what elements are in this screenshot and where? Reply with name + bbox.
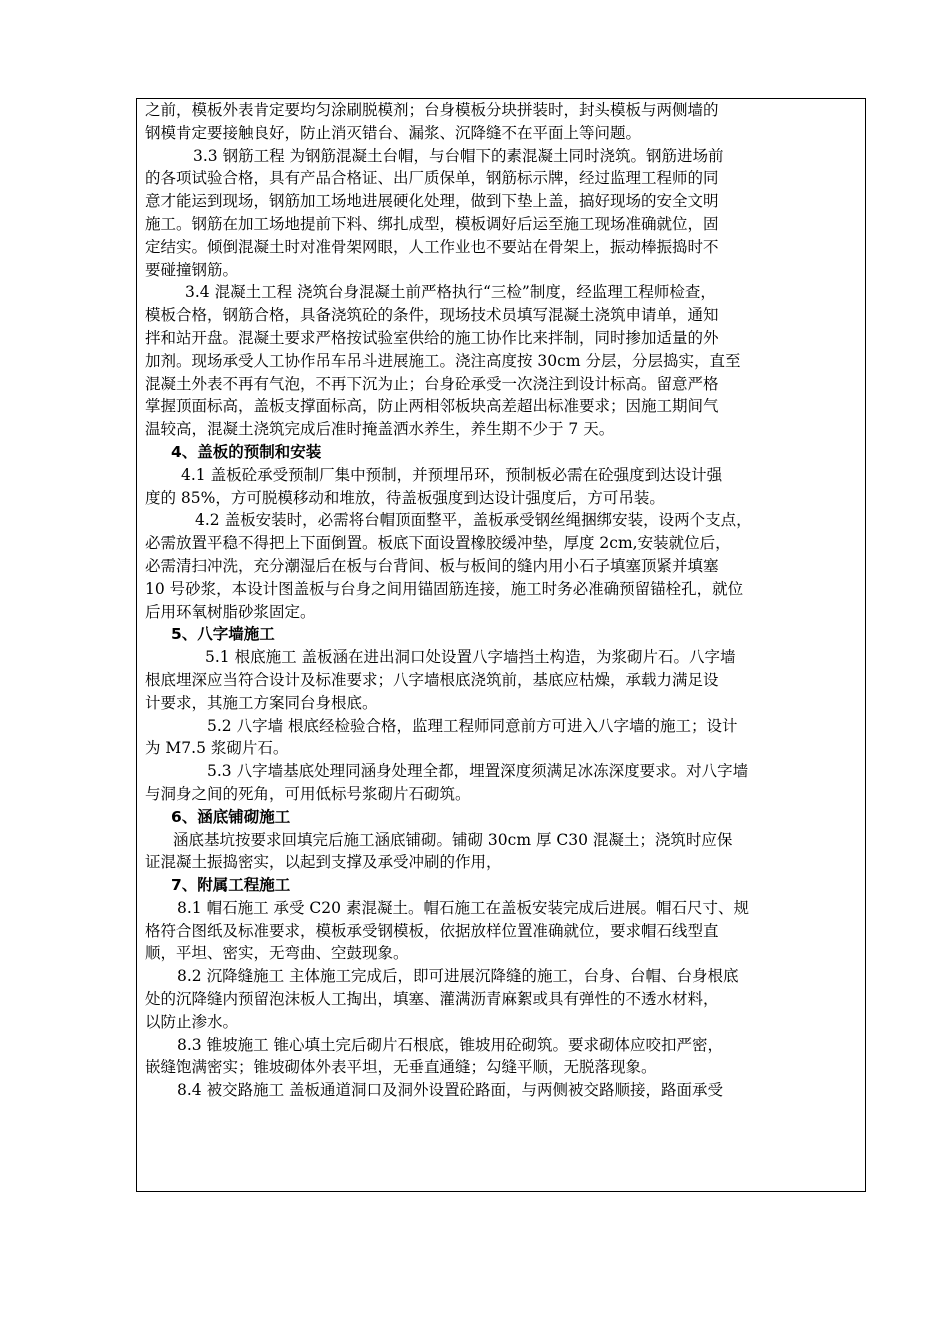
- document-frame: [136, 98, 866, 1192]
- text-line: 8.3 锥坡施工 锥心填土完后砌片石根底，锥坡用砼砌筑。要求砌体应咬扣严密，: [177, 1035, 724, 1054]
- text-line: 10 号砂浆，本设计图盖板与台身之间用锚固筋连接，施工时务必准确预留锚栓孔，就位: [145, 579, 744, 598]
- text-line: 施工。钢筋在加工场地提前下料、绑扎成型，模板调好后运至施工现场准确就位，固: [145, 214, 719, 233]
- text-line: 证混凝土振捣密实，以起到支撑及承受冲刷的作用，: [145, 853, 502, 872]
- text-line: 4.2 盖板安装时，必需将台帽顶面整平，盖板承受钢丝绳捆绑安装，设两个支点，: [195, 511, 752, 530]
- text-line: 钢模肯定要接触良好，防止消灭错台、漏浆、沉降缝不在平面上等问题。: [145, 123, 642, 142]
- text-line: 温较高，混凝土浇筑完成后准时掩盖洒水养生，养生期不少于 7 天。: [145, 420, 615, 439]
- section-heading: 5、八字墙施工: [171, 625, 275, 644]
- text-line: 加剂。现场承受人工协作吊车吊斗进展施工。浇注高度按 30cm 分层，分层捣实，直至: [145, 351, 741, 370]
- text-line: 计要求，其施工方案同台身根底。: [145, 693, 378, 712]
- text-line: 5.2 八字墙 根底经检验合格，监理工程师同意前方可进入八字墙的施工；设计: [207, 716, 738, 735]
- document-body: [145, 99, 855, 1102]
- text-line: 8.1 帽石施工 承受 C20 素混凝土。帽石施工在盖板安装完成后进展。帽石尺寸、规: [177, 898, 749, 917]
- text-line: 必需清扫冲洗，充分潮湿后在板与台背间、板与板间的缝内用小石子填塞顶紧并填塞: [145, 556, 719, 575]
- text-line: 格符合图纸及标准要求，模板承受钢模板，依据放样位置准确就位，要求帽石线型直: [145, 921, 719, 940]
- text-line: 嵌缝饱满密实；锥坡砌体外表平坦，无垂直通缝；勾缝平顺，无脱落现象。: [145, 1058, 657, 1077]
- text-line: 掌握顶面标高，盖板支撑面标高，防止两相邻板块高差超出标准要求；因施工期间气: [145, 397, 719, 416]
- section-heading: 4、盖板的预制和安装: [171, 442, 322, 461]
- text-line: 模板合格，钢筋合格，具备浇筑砼的条件，现场技术员填写混凝土浇筑申请单，通知: [145, 306, 719, 325]
- section-heading: 6、涵底铺砌施工: [171, 807, 291, 826]
- text-line: 必需放置平稳不得把上下面倒置。板底下面设置橡胶缓冲垫，厚度 2cm,安装就位后，: [145, 534, 731, 553]
- text-line: 8.4 被交路施工 盖板通道洞口及洞外设置砼路面，与两侧被交路顺接，路面承受: [177, 1081, 724, 1100]
- text-line: 为 M7.5 浆砌片石。: [145, 739, 289, 758]
- text-line: 4.1 盖板砼承受预制厂集中预制，并预埋吊环，预制板必需在砼强度到达设计强: [181, 465, 723, 484]
- text-line: 意才能运到现场，钢筋加工场地进展硬化处理，做到下垫上盖，搞好现场的安全文明: [145, 192, 719, 211]
- text-line: 与洞身之间的死角，可用低标号浆砌片石砌筑。: [145, 784, 471, 803]
- text-line: 顺，平坦、密实，无弯曲、空鼓现象。: [145, 944, 409, 963]
- text-line: 要碰撞钢筋。: [145, 260, 239, 279]
- text-line: 处的沉降缝内预留泡沫板人工掏出，填塞、灌满沥青麻絮或具有弹性的不透水材料，: [145, 990, 719, 1009]
- text-line: 拌和站开盘。混凝土要求严格按试验室供给的施工协作比来拌制，同时掺加适量的外: [145, 328, 719, 347]
- section-heading: 7、附属工程施工: [171, 876, 291, 895]
- text-line: 3.4 混凝土工程 浇筑台身混凝土前严格执行“三检”制度，经监理工程师检查，: [185, 283, 716, 302]
- text-line: 5.3 八字墙基底处理同涵身处理全都，埋置深度须满足冰冻深度要求。对八字墙: [207, 762, 749, 781]
- text-line: 的各项试验合格，具有产品合格证、出厂质保单，钢筋标示牌，经过监理工程师的同: [145, 169, 719, 188]
- text-line: 5.1 根底施工 盖板涵在进出洞口处设置八字墙挡土构造，为浆砌片石。八字墙: [205, 648, 736, 667]
- text-line: 度的 85%，方可脱模移动和堆放，待盖板强度到达设计强度后，方可吊装。: [145, 488, 665, 507]
- text-line: 根底埋深应当符合设计及标准要求；八字墙根底浇筑前，基底应枯燥，承载力满足设: [145, 670, 719, 689]
- text-line: 之前，模板外表肯定要均匀涂刷脱模剂；台身模板分块拼装时，封头模板与两侧墙的: [145, 101, 719, 119]
- text-line: 混凝土外表不再有气泡，不再下沉为止；台身砼承受一次浇注到设计标高。留意严格: [145, 374, 719, 393]
- text-line: 定结实。倾倒混凝土时对准骨架网眼，人工作业也不要站在骨架上，振动棒振捣时不: [145, 237, 719, 256]
- text-line: 3.3 钢筋工程 为钢筋混凝土台帽，与台帽下的素混凝土同时浇筑。钢筋进场前: [193, 146, 724, 165]
- text-line: 8.2 沉降缝施工 主体施工完成后，即可进展沉降缝的施工，台身、台帽、台身根底: [177, 967, 739, 986]
- text-line: 后用环氧树脂砂浆固定。: [145, 602, 316, 621]
- text-line: 以防止渗水。: [145, 1012, 239, 1031]
- text-line: 涵底基坑按要求回填完后施工涵底铺砌。铺砌 30cm 厚 C30 混凝土；浇筑时应保: [173, 830, 733, 849]
